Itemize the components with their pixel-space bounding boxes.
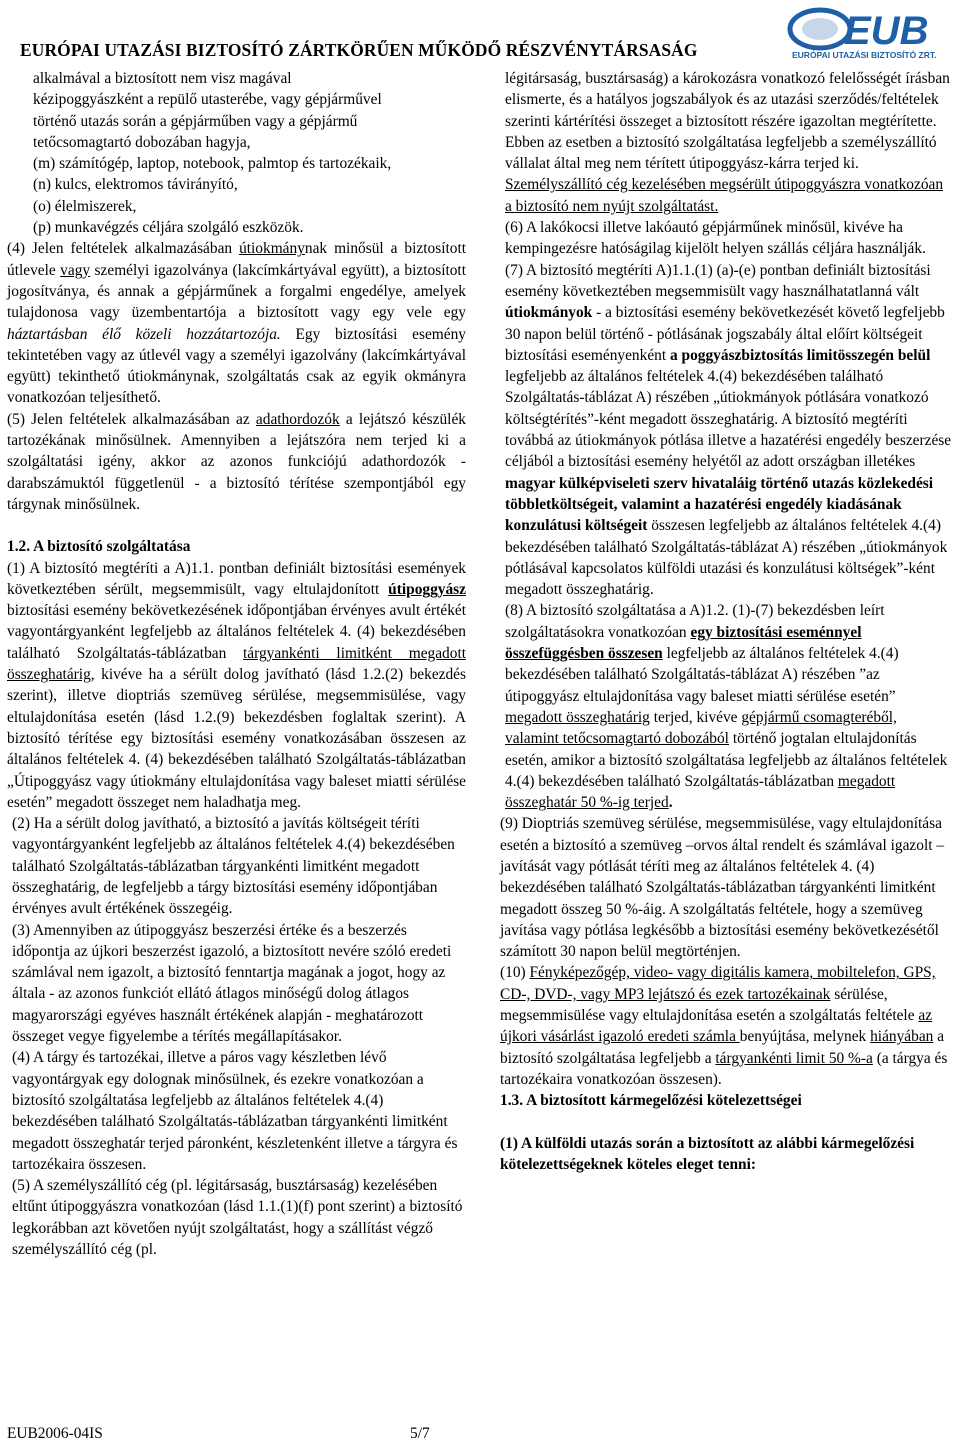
logo-subtitle: EURÓPAI UTAZÁSI BIZTOSÍTÓ ZRT.	[792, 50, 937, 60]
service-5-continuation: légitársaság, busztársaság) a károkozásra vonatkozó felelősségét írásban elismerte, és a hatályos jogszabályok és az utazási szerződés/feltételek szerinti kártérítési összeget a biztosított részére igazoltan megtérítette. Ebben az esetben a biztosító szolgáltatása legfeljebb a személyszállító vállalat által meg nem térített útipoggyász-kárra terjed ki. Személyszállító cég kezelésében megsérült útipoggyászra vonatkozóan a biztosító nem nyújt szolgáltatást.	[505, 70, 950, 215]
service-1: (1) A biztosító megtéríti a A)1.1. pontban definiált biztosítási események következtében sérült, megsemmisült, vagy eltulajdonított útipoggyász biztosítási esemény bekövetkezésének időpontjában érvényes avult értékét vagyontárgyanként legfeljebb az általános feltételek 4. (4) bekezdésében található Szolgáltatás-táblázatban tárgyankénti limitként megadott összeghatárig, kivéve ha a sérült dolog javítható (lásd 1.2.(2) bekezdés szerint), illetve dioptriás szemüveg sérülése, megsemmisülése, vagy eltulajdonítása esetén (lásd 1.2.(9) bekezdésben foglaltak szerint). A biztosító térítése egy biztosítási esemény vonatkozásában összesen az általános feltételek 4. (4) bekezdésében található Szolgáltatás-táblázatban „Útipoggyász vagy útiokmány eltulajdonítása vagy baleset miatti sérülése esetén” megadott összeget nem haladhatja meg.	[7, 559, 466, 811]
section-heading-1-2: 1.2. A biztosító szolgáltatása	[7, 538, 191, 556]
page-header	[0, 0, 960, 70]
logo-text: EUB	[844, 9, 929, 53]
service-8: (8) A biztosító szolgáltatása a A)1.2. (1)-(7) bekezdésben leírt szolgáltatásokra vonatkozóan egy biztosítási eseménnyel összefüggésben összesen legfeljebb az általános feltételek 4.(4) bekezdésében található Szolgáltatás-táblázat A) részében ”az útipoggyász eltulajdonítása vagy baleset miatti sérülése esetén” megadott összeghatárig terjed, kivéve gépjármű csomagteréből, valamint tetőcsomagtartó dobozából történő jogtalan eltulajdonítás esetén, amikor a biztosító szolgáltatása legfeljebb az általános feltételek 4.(4) bekezdésében található Szolgáltatás-táblázatban megadott összeghatár 50 %-ig terjed.	[505, 602, 948, 812]
section-heading-1-3: 1.3. A biztosított kármegelőzési kötelezettségei	[500, 1092, 802, 1110]
service-9: (9) Dioptriás szemüveg sérülése, megsemmisülése, vagy eltulajdonítása esetén a biztosító a szemüveg –orvos által rendelt és számlával igazolt – javítását vagy pótlását téríti meg az általános feltételek 4. (4) bekezdésében található Szolgáltatás-táblázatban tárgyankénti limitként megadott összeg 50 %-áig. A szolgáltatás feltétele, hogy a szemüveg javítása vagy pótlása legkésőbb a biztosítási esemény bekövetkezésétől számított 30 napon belül megtörténjen.	[500, 815, 945, 961]
service-7: (7) A biztosító megtéríti A)1.1.(1) (a)-(e) pontban definiált biztosítási esemény következtében megsemmisült vagy használhatatlanná vált útiokmányok - a biztosítási esemény bekövetkezését követő legfeljebb 30 napon belül történő - pótlásának jogszabály által előírt költségeit biztosítási eseményenként a poggyászbiztosítás limitösszegén belül legfeljebb az általános feltételek 4.(4) bekezdésében található Szolgáltatás-táblázat A) részében „útiokmányok pótlására vonatkozó költségtérítés”-ként megadott összeghatárig. A biztosító megtéríti továbbá az útiokmányok pótlása illetve a hazatérési engedély beszerzése céljából a biztosítási esemény helyétől az adott országban illetékes magyar külképviseleti szerv hivataláig történő utazás közlekedési többletköltségeit, valamint a hazatérési engedély kiadásának konzulátusi költségeit összesen legfeljebb az általános feltételek 4.(4) bekezdésében található Szolgáltatás-táblázat A) részében „útiokmányok pótlásával kapcsolatos külföldi utazási és konzulátusi költségek”-ként megadott összeghatárig.	[505, 261, 952, 599]
left-column	[7, 68, 466, 1260]
service-10: (10) Fényképezőgép, video- vagy digitális kamera, mobiltelefon, GPS, CD-, DVD-, vagy MP3 lejátszó és ezek tartozékainak sérülése, megsemmisülése vagy eltulajdonítása esetén a szolgáltatás feltétele az újkori vásárlást igazoló eredeti számla benyújtása, melynek hiányában a biztosító szolgáltatása legfeljebb a tárgyankénti limit 50 %-a (a tárgya és tartozékaira vonatkozóan összesen).	[500, 964, 948, 1088]
company-name: EURÓPAI UTAZÁSI BIZTOSÍTÓ ZÁRTKÖRŰEN MŰKÖDŐ RÉSZVÉNYTÁRSASÁG	[20, 40, 698, 60]
obligation-1: (1) A külföldi utazás során a biztosított az alábbi kármegelőzési kötelezettségeknek köteles eleget tenni:	[500, 1134, 915, 1173]
list-item-n: (n) kulcs, elektromos távirányító,	[33, 176, 238, 194]
logo-swoosh-inner-icon	[802, 18, 838, 40]
service-6: (6) A lakókocsi illetve lakóautó gépjárműnek minősül, kivéve ha kempingezésre hatóságilag kijelölt helyen szállás céljára használják.	[505, 219, 926, 258]
eub-logo	[786, 6, 948, 60]
service-5: (5) A személyszállító cég (pl. légitársaság, buszt​ársaság) kezelésében eltűnt útipoggyászra vonatkozóan (lásd 1.1.(1)(f) pont szerint) a biztosító legkorábban azt követően nyújt szolgáltatást, hogy a szállítást végző személyszállító cég (pl.	[12, 1177, 463, 1259]
service-4: (4) A tárgy és tartozékai, illetve a páros vagy készletben lévő vagyontárgyak egy dolognak minősülnek, és ezekre vonatkozóan a biztosító szolgáltatása legfeljebb az általános feltételek 4.(4) bekezdésében található Szolgáltatás-táblázatban tárgyankénti limitként megadott összeghatár terjed páronként, készletenként illetve a tárgyra és tartozékaira összesen.	[12, 1049, 458, 1173]
list-item-o: (o) élelmiszerek,	[33, 197, 137, 215]
list-item-m: (m) számítógép, laptop, notebook, palmtop és tartozékaik,	[33, 155, 392, 173]
paragraph-5: (5) Jelen feltételek alkalmazásában az adathordozók a lejátszó készülék tartozékának minősülnek. Amennyiben a lejátszóra nem terjed ki a szolgáltatási igény, akkor az azonos funkciójú adathordozók - darabszámuktól függetlenül - a biztosító térítése szempontjából egy tárgynak minősülnek.	[7, 410, 466, 513]
service-3: (3) Amennyiben az útipoggyász beszerzési értéke és a beszerzés időpontja az újkori beszerzést igazoló, a biztosított nevére szóló eredeti számlával nem igazolt, a biztosító fenntartja magának a jogot, hogy az általa - az azonos funkciót ellátó átlagos minőségű dolog átlagos magyarországi egyéves használt értékének alapján - meghatározott összeget vegye figyelembe a térítés megállapításakor.	[12, 921, 452, 1046]
list-item-p: (p) munkavégzés céljára szolgáló eszközök.	[33, 219, 304, 237]
service-2: (2) Ha a sérült dolog javítható, a biztosító a javítás költségeit téríti vagyontárgyanként legfeljebb az általános feltételek 4.(4) bekezdésében található Szolgáltatás-táblázatban tárgyankénti limitként megadott összeghatárig, de legfeljebb a tárgy biztosítási esemény időpontjában érvényes avult értékének összegéig.	[12, 815, 455, 918]
right-column	[500, 68, 952, 1175]
list-continuation: alkalmával a biztosított nem visz magával kézipoggyászként a repülő utasterébe, vagy gépjárművel történő utazás során a gépjárműben vagy a gépjármű tetőcsomagtartó dobozában hagyja,	[33, 70, 382, 151]
paragraph-4: (4) Jelen feltételek alkalmazásában útiokmánynak minősül a biztosított útlevele vagy személyi igazolványa (lakcímkártyával együtt), a biztosított jogosítványa, és annak a gépjárműnek a forgalmi engedélye, amelyek tulajdonosa vagy üzembentartója a biztosított vagy egy vele egy háztartásban élő közeli hozzátartozója. Egy biztosítási esemény tekintetében vagy az útlevél vagy a személyi igazolvány (lakcímkártyával együtt) tekinthető útiokmánynak, szolgáltatás csak az egyik okmányra vonatkozóan teljesíthető.	[7, 240, 466, 407]
page-number: 5/7	[410, 1425, 430, 1442]
document-code: EUB2006-04IS	[7, 1425, 103, 1442]
